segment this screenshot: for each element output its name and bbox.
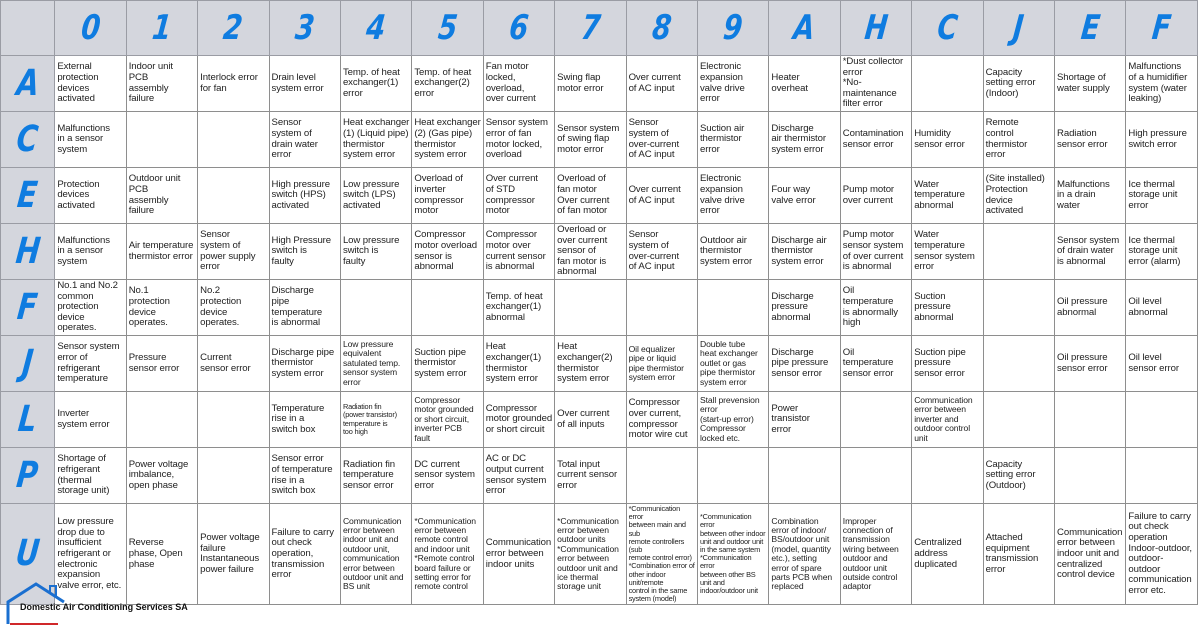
error-description-cell: Overload of inverter compressor motor [412, 168, 483, 224]
column-code-digit: 2 [221, 8, 245, 48]
error-description-cell: Temp. of heat exchanger(1) error [340, 56, 411, 112]
column-code-digit: A [791, 8, 818, 48]
error-description-cell: Suction pipe thermistor system error [412, 336, 483, 392]
error-description-cell: No.2 protection device operates. [198, 280, 269, 336]
error-description-cell: Stall prevension error (start-up error) Compressor locked etc. [697, 392, 768, 448]
column-header [1126, 1, 1198, 56]
error-description-cell: Shortage of refrigerant (thermal storage unit) [55, 448, 126, 504]
error-description-cell: Water temperature abnormal [912, 168, 983, 224]
error-description-cell: Discharge air thermistor system error [769, 112, 840, 168]
error-description-cell: Total input current sensor error [555, 448, 626, 504]
table-row [1, 336, 1198, 392]
error-description-cell: (Site installed) Protection device activated [983, 168, 1054, 224]
error-description-cell: Oil equalizer pipe or liquid pipe thermistor system error [626, 336, 697, 392]
error-description-cell: Indoor unit PCB assembly failure [126, 56, 197, 112]
error-description-cell: Pump motor over current [840, 168, 911, 224]
error-description-cell: Oil temperature sensor error [840, 336, 911, 392]
error-description-cell: High pressure switch (HPS) activated [269, 168, 340, 224]
error-description-cell [983, 280, 1054, 336]
error-description-cell [840, 448, 911, 504]
error-description-cell: Malfunctions in a sensor system [55, 112, 126, 168]
error-description-cell: Low pressure switch is faulty [340, 224, 411, 280]
row-header [1, 112, 55, 168]
error-description-cell: Suction pipe pressure sensor error [912, 336, 983, 392]
error-description-cell [1055, 392, 1126, 448]
error-description-cell: Sensor system of over-current of AC input [626, 112, 697, 168]
error-description-cell: DC current sensor system error [412, 448, 483, 504]
error-description-cell: Compressor motor over current sensor is abnormal [483, 224, 554, 280]
error-description-cell: Failure to carry out check operation Indoor-outdoor, outdoor-outdoor communication error etc. [1126, 504, 1198, 605]
error-description-cell [198, 392, 269, 448]
error-description-cell: Outdoor unit PCB assembly failure [126, 168, 197, 224]
error-description-cell [840, 392, 911, 448]
table-row [1, 280, 1198, 336]
column-header [983, 1, 1054, 56]
error-description-cell: Temp. of heat exchanger(1) abnormal [483, 280, 554, 336]
row-code-letter: F [15, 286, 40, 328]
error-description-cell: Over current of AC input [626, 56, 697, 112]
error-description-cell: *Communication error between main and sub remote controllers (sub remote control error) *Combination error of other indoor unit/remote control in the same system (model) [626, 504, 697, 605]
error-description-cell: Sensor system error of refrigerant temperature [55, 336, 126, 392]
error-description-cell: Communication error between indoor units [483, 504, 554, 605]
error-description-cell: Shortage of water supply [1055, 56, 1126, 112]
error-description-cell: Ice thermal storage unit error [1126, 168, 1198, 224]
error-description-cell: Radiation fin (power transistor) temperature is too high [340, 392, 411, 448]
error-description-cell: Double tube heat exchanger outlet or gas pipe thermistor system error [697, 336, 768, 392]
row-code-letter: H [13, 230, 42, 272]
error-description-cell: Sensor error of temperature rise in a switch box [269, 448, 340, 504]
row-code-letter: C [14, 118, 41, 160]
error-description-cell: Sensor system of over-current of AC input [626, 224, 697, 280]
error-description-cell: Discharge pipe pressure sensor error [769, 336, 840, 392]
error-description-cell: Heater overheat [769, 56, 840, 112]
column-code-digit: 0 [78, 8, 103, 48]
error-description-cell [626, 448, 697, 504]
error-description-cell: Compressor motor overload sensor is abnormal [412, 224, 483, 280]
error-description-cell: Malfunctions in a sensor system [55, 224, 126, 280]
table-row [1, 112, 1198, 168]
error-description-cell: Communication error between indoor unit and outdoor unit, communication error between outdoor unit and BS unit [340, 504, 411, 605]
error-description-cell: Oil pressure sensor error [1055, 336, 1126, 392]
error-description-cell: Capacity setting error (Indoor) [983, 56, 1054, 112]
error-description-cell: Power transistor error [769, 392, 840, 448]
error-description-cell: Protection devices activated [55, 168, 126, 224]
error-description-cell [340, 280, 411, 336]
column-header [840, 1, 911, 56]
column-header [412, 1, 483, 56]
column-header [126, 1, 197, 56]
column-header [55, 1, 126, 56]
row-header [1, 168, 55, 224]
error-description-cell: High pressure switch error [1126, 112, 1198, 168]
error-description-cell: Sensor system of swing flap motor error [555, 112, 626, 168]
error-description-cell: Attached equipment transmission error [983, 504, 1054, 605]
error-description-cell: Discharge air thermistor system error [769, 224, 840, 280]
error-description-cell: Overload of fan motor Over current of fan motor [555, 168, 626, 224]
error-description-cell: Suction air thermistor error [697, 112, 768, 168]
error-description-cell [126, 392, 197, 448]
error-description-cell: Low pressure switch (LPS) activated [340, 168, 411, 224]
error-description-cell: Electronic expansion valve drive error [697, 56, 768, 112]
row-code-letter: A [14, 62, 42, 104]
error-description-cell: Oil pressure abnormal [1055, 280, 1126, 336]
error-description-cell: Centralized address duplicated [912, 504, 983, 605]
row-header [1, 56, 55, 112]
error-description-cell: Power voltage imbalance, open phase [126, 448, 197, 504]
row-header [1, 336, 55, 392]
error-description-cell: Pump motor sensor system of over current is abnormal [840, 224, 911, 280]
row-code-letter: J [20, 342, 36, 384]
column-code-digit: 7 [578, 8, 602, 48]
error-description-cell [983, 392, 1054, 448]
corner-cell [1, 1, 55, 56]
table-row [1, 56, 1198, 112]
error-description-cell: Sensor system error of fan motor locked, overload [483, 112, 554, 168]
error-description-cell: Discharge pipe temperature is abnormal [269, 280, 340, 336]
error-description-cell: Sensor system of power supply error [198, 224, 269, 280]
error-description-cell: Low pressure equivalent satulated temp. sensor system error [340, 336, 411, 392]
error-description-cell: Sensor system of drain water is abnormal [1055, 224, 1126, 280]
error-description-cell: Outdoor air thermistor system error [697, 224, 768, 280]
error-description-cell [126, 112, 197, 168]
table-row [1, 224, 1198, 280]
error-description-cell [912, 56, 983, 112]
column-code-digit: J [1011, 8, 1026, 48]
error-description-cell: Drain level system error [269, 56, 340, 112]
error-description-cell: Fan motor locked, overload, over current [483, 56, 554, 112]
table-row [1, 448, 1198, 504]
error-description-cell: Overload or over current sensor of fan motor is abnormal [555, 224, 626, 280]
error-description-cell: No.1 protection device operates. [126, 280, 197, 336]
column-code-digit: 3 [293, 8, 317, 48]
error-description-cell: Discharge pressure abnormal [769, 280, 840, 336]
error-description-cell: Heat exchanger(1) thermistor system error [483, 336, 554, 392]
error-description-cell [1126, 392, 1198, 448]
company-name: Domestic Air Conditioning Services SA [20, 602, 188, 612]
error-description-cell: Low pressure drop due to insufficient refrigerant or electronic expansion valve error, etc. [55, 504, 126, 605]
error-description-cell: Four way valve error [769, 168, 840, 224]
column-header [555, 1, 626, 56]
row-code-letter: U [13, 533, 42, 575]
error-description-cell: Reverse phase, Open phase [126, 504, 197, 605]
column-header [626, 1, 697, 56]
column-header-row [1, 1, 1198, 56]
error-description-cell [555, 280, 626, 336]
error-description-cell [198, 168, 269, 224]
error-description-cell: Over current of AC input [626, 168, 697, 224]
error-description-cell: Malfunctions of a humidifier system (water leaking) [1126, 56, 1198, 112]
error-description-cell: Oil level sensor error [1126, 336, 1198, 392]
error-description-cell: Interlock error for fan [198, 56, 269, 112]
error-description-cell: Contamination sensor error [840, 112, 911, 168]
error-description-cell [983, 224, 1054, 280]
error-description-cell: Capacity setting error (Outdoor) [983, 448, 1054, 504]
error-description-cell: *Communication error between other indoor unit and outdoor unit in the same system *Communication error between other BS unit and indoor/outdoor unit [697, 504, 768, 605]
column-code-digit: 9 [721, 8, 745, 48]
error-description-cell: Failure to carry out check operation, transmission error [269, 504, 340, 605]
error-description-cell: Suction pressure abnormal [912, 280, 983, 336]
error-description-cell: Heat exchanger(2) thermistor system error [555, 336, 626, 392]
error-description-cell: Air temperature thermistor error [126, 224, 197, 280]
error-description-cell: Discharge pipe thermistor system error [269, 336, 340, 392]
row-code-letter: E [15, 174, 40, 216]
error-description-cell: No.1 and No.2 common protection device operates. [55, 280, 126, 336]
error-description-cell: AC or DC output current sensor system error [483, 448, 554, 504]
column-code-digit: 6 [507, 8, 531, 48]
column-code-digit: H [862, 8, 890, 48]
error-description-cell: Sensor system of drain water error [269, 112, 340, 168]
error-description-cell: Communication error between inverter and outdoor control unit [912, 392, 983, 448]
row-header [1, 224, 55, 280]
column-header [198, 1, 269, 56]
error-description-cell: Temp. of heat exchanger(2) error [412, 56, 483, 112]
error-description-cell: Swing flap motor error [555, 56, 626, 112]
error-description-cell [1126, 448, 1198, 504]
column-code-digit: 1 [150, 8, 174, 48]
error-description-cell: *Communication error between remote control and indoor unit *Remote control board failure or setting error for remote control [412, 504, 483, 605]
error-description-cell: Over current of STD compressor motor [483, 168, 554, 224]
column-code-digit: 8 [650, 8, 674, 48]
error-description-cell: Water temperature sensor system error [912, 224, 983, 280]
row-header [1, 448, 55, 504]
error-description-cell: Temperature rise in a switch box [269, 392, 340, 448]
column-code-digit: E [1078, 8, 1102, 48]
error-description-cell [626, 280, 697, 336]
error-description-cell: Malfunctions in a drain water [1055, 168, 1126, 224]
column-code-digit: C [935, 8, 960, 48]
error-description-cell: Heat exchanger (1) (Liquid pipe) thermistor system error [340, 112, 411, 168]
column-header [483, 1, 554, 56]
error-description-cell: Communication error between indoor unit and centralized control device [1055, 504, 1126, 605]
error-description-cell: Compressor over current, compressor motor wire cut [626, 392, 697, 448]
column-header [269, 1, 340, 56]
row-code-letter: L [16, 398, 40, 440]
error-description-cell: Humidity sensor error [912, 112, 983, 168]
column-code-digit: 5 [435, 8, 460, 48]
error-description-cell: Radiation sensor error [1055, 112, 1126, 168]
error-description-cell [412, 280, 483, 336]
error-description-cell [697, 448, 768, 504]
error-description-cell: Oil level abnormal [1126, 280, 1198, 336]
error-description-cell [1055, 448, 1126, 504]
column-header [1055, 1, 1126, 56]
error-description-cell: Pressure sensor error [126, 336, 197, 392]
error-description-cell: Inverter system error [55, 392, 126, 448]
error-description-cell: Combination error of indoor/ BS/outdoor unit (model, quantity etc.), setting error of spare parts PCB when replaced [769, 504, 840, 605]
error-description-cell: Remote control thermistor error [983, 112, 1054, 168]
column-code-digit: 4 [364, 8, 388, 48]
error-description-cell [198, 448, 269, 504]
error-description-cell: Electronic expansion valve drive error [697, 168, 768, 224]
error-description-cell: Oil temperature is abnormally high [840, 280, 911, 336]
error-description-cell: *Communication error between outdoor units *Communication error between outdoor unit and ice thermal storage unit [555, 504, 626, 605]
error-description-cell: High Pressure switch is faulty [269, 224, 340, 280]
table-row [1, 392, 1198, 448]
error-description-cell: *Dust collector error *No- maintenance filter error [840, 56, 911, 112]
error-description-cell [697, 280, 768, 336]
row-header [1, 280, 55, 336]
error-description-cell: Current sensor error [198, 336, 269, 392]
column-header [769, 1, 840, 56]
error-description-cell [769, 448, 840, 504]
error-description-cell: Improper connection of transmission wiring between outdoor and outdoor unit outside control adaptor [840, 504, 911, 605]
column-code-digit: F [1150, 8, 1174, 48]
row-header [1, 392, 55, 448]
column-header [340, 1, 411, 56]
row-code-letter: P [14, 454, 41, 496]
error-description-cell [983, 336, 1054, 392]
table-row [1, 168, 1198, 224]
column-header [912, 1, 983, 56]
column-header [697, 1, 768, 56]
error-description-cell: External protection devices activated [55, 56, 126, 112]
error-description-cell: Heat exchanger (2) (Gas pipe) thermistor system error [412, 112, 483, 168]
error-description-cell: Power voltage failure Instantaneous power failure [198, 504, 269, 605]
error-description-cell: Ice thermal storage unit error (alarm) [1126, 224, 1198, 280]
error-description-cell [912, 448, 983, 504]
error-description-cell: Compressor motor grounded or short circuit, inverter PCB fault [412, 392, 483, 448]
error-description-cell: Compressor motor grounded or short circuit [483, 392, 554, 448]
error-description-cell: Radiation fin temperature sensor error [340, 448, 411, 504]
table-body [1, 56, 1198, 605]
error-description-cell: Over current of all inputs [555, 392, 626, 448]
error-description-cell [198, 112, 269, 168]
